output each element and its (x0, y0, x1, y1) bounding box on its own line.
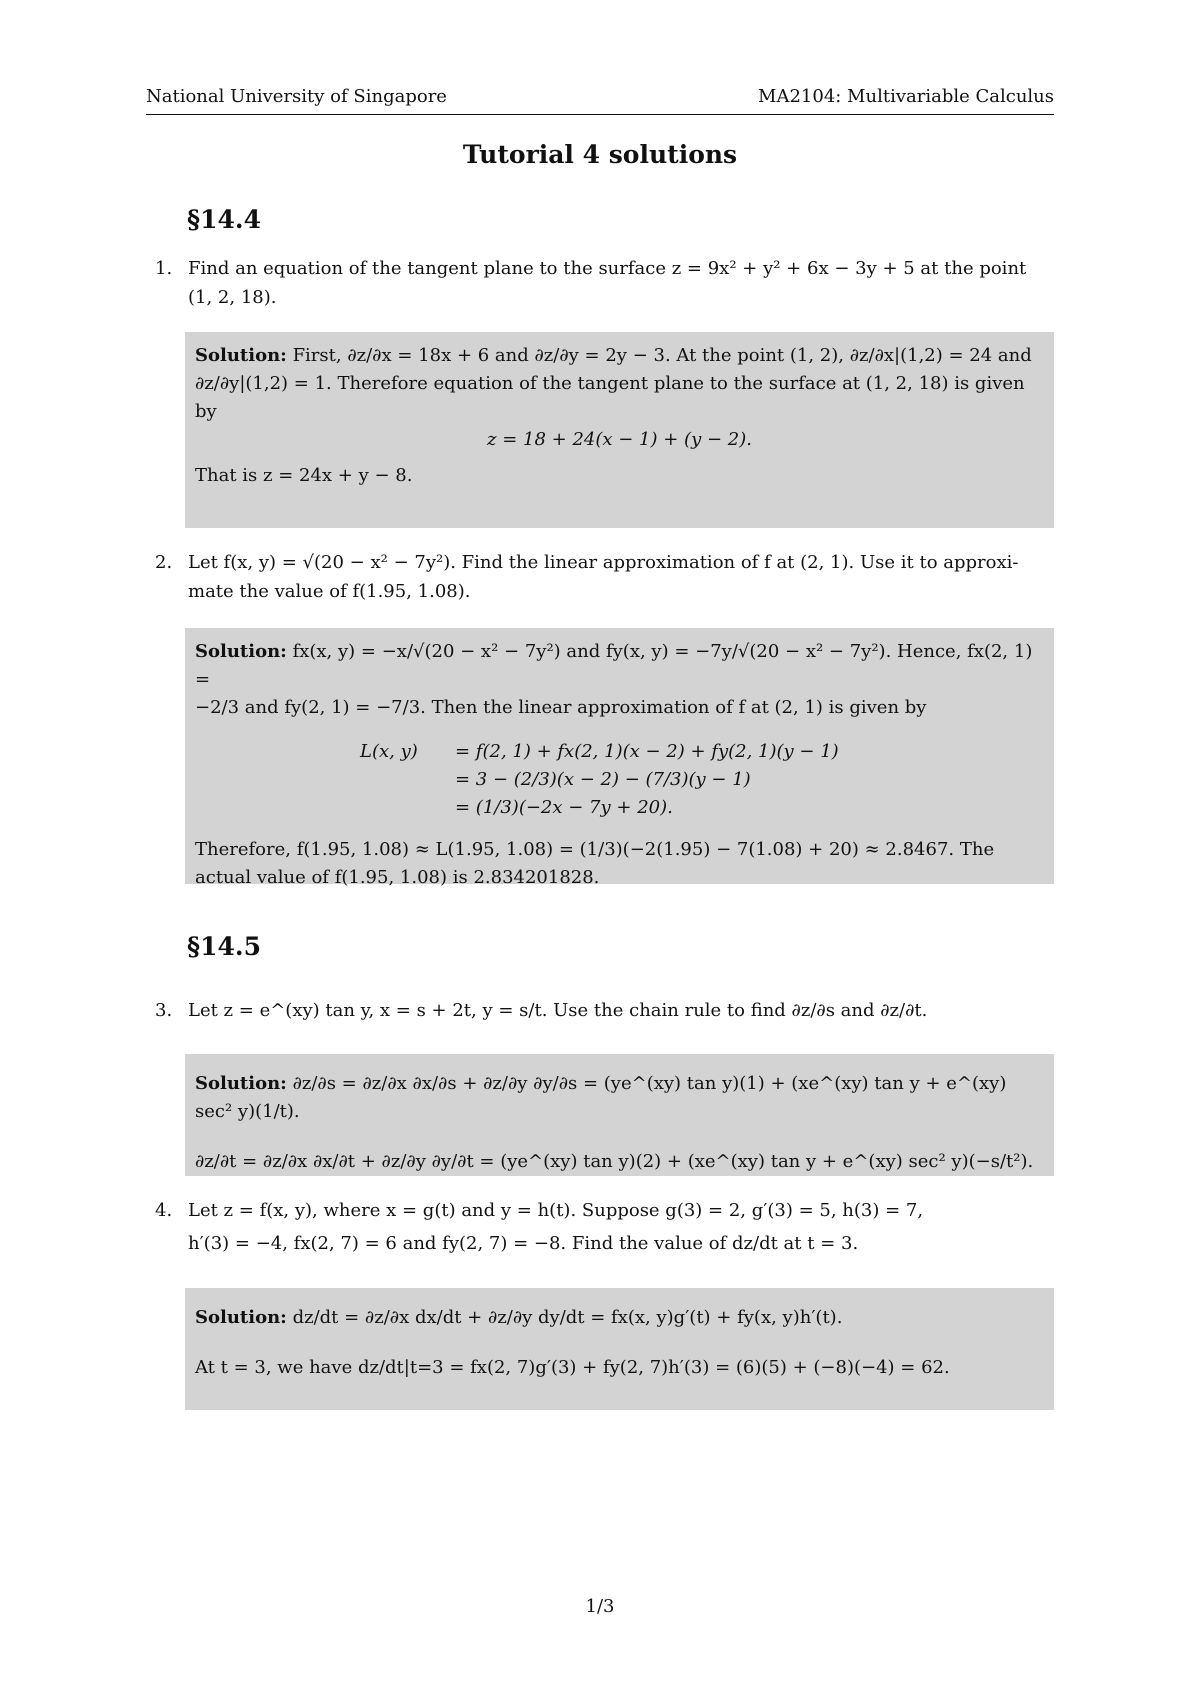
problem-number: 4. (155, 1200, 173, 1221)
problem-text: (1, 2, 18). (188, 287, 277, 308)
align-row: L(x, y) = f(2, 1) + fx(2, 1)(x − 2) + fy(2, 1)(y − 1) (360, 741, 839, 762)
problem-number: 2. (155, 552, 173, 573)
page-number: 1/3 (585, 1596, 615, 1617)
solution-label: Solution: (195, 1073, 287, 1094)
problem-number: 3. (155, 1000, 173, 1021)
solution-label: Solution: (195, 641, 287, 662)
problem-text: Find an equation of the tangent plane to the surface z = 9x² + y² + 6x − 3y + 5 at the point (188, 258, 1027, 279)
problem-4 (155, 1196, 1054, 1258)
solution-label: Solution: (195, 1307, 287, 1328)
problem-number: 1. (155, 258, 173, 279)
solution-text: Therefore, f(1.95, 1.08) ≈ L(1.95, 1.08) = (1/3)(−2(1.95) − 7(1.08) + 20) ≈ 2.8467. The (195, 839, 995, 860)
problem-2 (155, 548, 1054, 606)
solution-text: At t = 3, we have dz/dt|t=3 = fx(2, 7)g′(3) + fy(2, 7)h′(3) = (6)(5) + (−8)(−4) = 62. (195, 1357, 950, 1378)
problem-text: mate the value of f(1.95, 1.08). (188, 581, 471, 602)
solution-text: ∂z/∂t = ∂z/∂x ∂x/∂t + ∂z/∂y ∂y/∂t = (ye^(xy) tan y)(2) + (xe^(xy) tan y + e^(xy) sec² y)(−s/t²). (195, 1151, 1034, 1172)
solution-box-1 (185, 332, 1054, 528)
solution-text: dz/dt = ∂z/∂x dx/dt + ∂z/∂y dy/dt = fx(x, y)g′(t) + fy(x, y)h′(t). (292, 1307, 843, 1328)
page-header (146, 84, 1054, 115)
solution-box-3 (185, 1054, 1054, 1176)
problem-text: Let f(x, y) = √(20 − x² − 7y²). Find the linear approximation of f at (2, 1). Use it to approxi- (188, 552, 1019, 573)
section-heading-14-4: §14.4 (187, 205, 261, 234)
aligned-equations (360, 738, 1044, 822)
section-heading-14-5: §14.5 (187, 932, 261, 961)
solution-box-2 (185, 628, 1054, 888)
solution-text: ∂z/∂s = ∂z/∂x ∂x/∂s + ∂z/∂y ∂y/∂s = (ye^(xy) tan y)(1) + (xe^(xy) tan y + e^(xy) sec² y)(1/t). (195, 1073, 1007, 1122)
solution-text: actual value of f(1.95, 1.08) is 2.834201828. (195, 867, 600, 888)
problem-text: h′(3) = −4, fx(2, 7) = 6 and fy(2, 7) = −8. Find the value of dz/dt at t = 3. (188, 1233, 859, 1254)
solution-box-4 (185, 1288, 1054, 1410)
problem-1 (155, 254, 1054, 312)
display-equation: z = 18 + 24(x − 1) + (y − 2). (487, 429, 752, 450)
solution-text: First, ∂z/∂x = 18x + 6 and ∂z/∂y = 2y − 3. At the point (1, 2), ∂z/∂x|(1,2) = 24 and (292, 345, 1032, 366)
solution-text: −2/3 and fy(2, 1) = −7/3. Then the linear approximation of f at (2, 1) is given by (195, 697, 927, 718)
header-university: National University of Singapore (146, 86, 447, 107)
align-row: = (1/3)(−2x − 7y + 20). (455, 797, 673, 818)
document-title: Tutorial 4 solutions (462, 140, 738, 169)
problem-3 (155, 996, 1054, 1025)
align-row: = 3 − (2/3)(x − 2) − (7/3)(y − 1) (455, 769, 751, 790)
header-course: MA2104: Multivariable Calculus (758, 86, 1054, 107)
problem-text: Let z = f(x, y), where x = g(t) and y = h(t). Suppose g(3) = 2, g′(3) = 5, h(3) = 7, (188, 1200, 924, 1221)
solution-text: by (195, 401, 217, 422)
solution-text: fx(x, y) = −x/√(20 − x² − 7y²) and fy(x, y) = −7y/√(20 − x² − 7y²). Hence, fx(2, 1) = (195, 641, 1033, 690)
solution-text: ∂z/∂y|(1,2) = 1. Therefore equation of the tangent plane to the surface at (1, 2, 18) is given (195, 373, 1025, 394)
solution-label: Solution: (195, 345, 287, 366)
problem-text: Let z = e^(xy) tan y, x = s + 2t, y = s/t. Use the chain rule to find ∂z/∂s and ∂z/∂t. (188, 1000, 928, 1021)
solution-text: That is z = 24x + y − 8. (195, 465, 413, 486)
